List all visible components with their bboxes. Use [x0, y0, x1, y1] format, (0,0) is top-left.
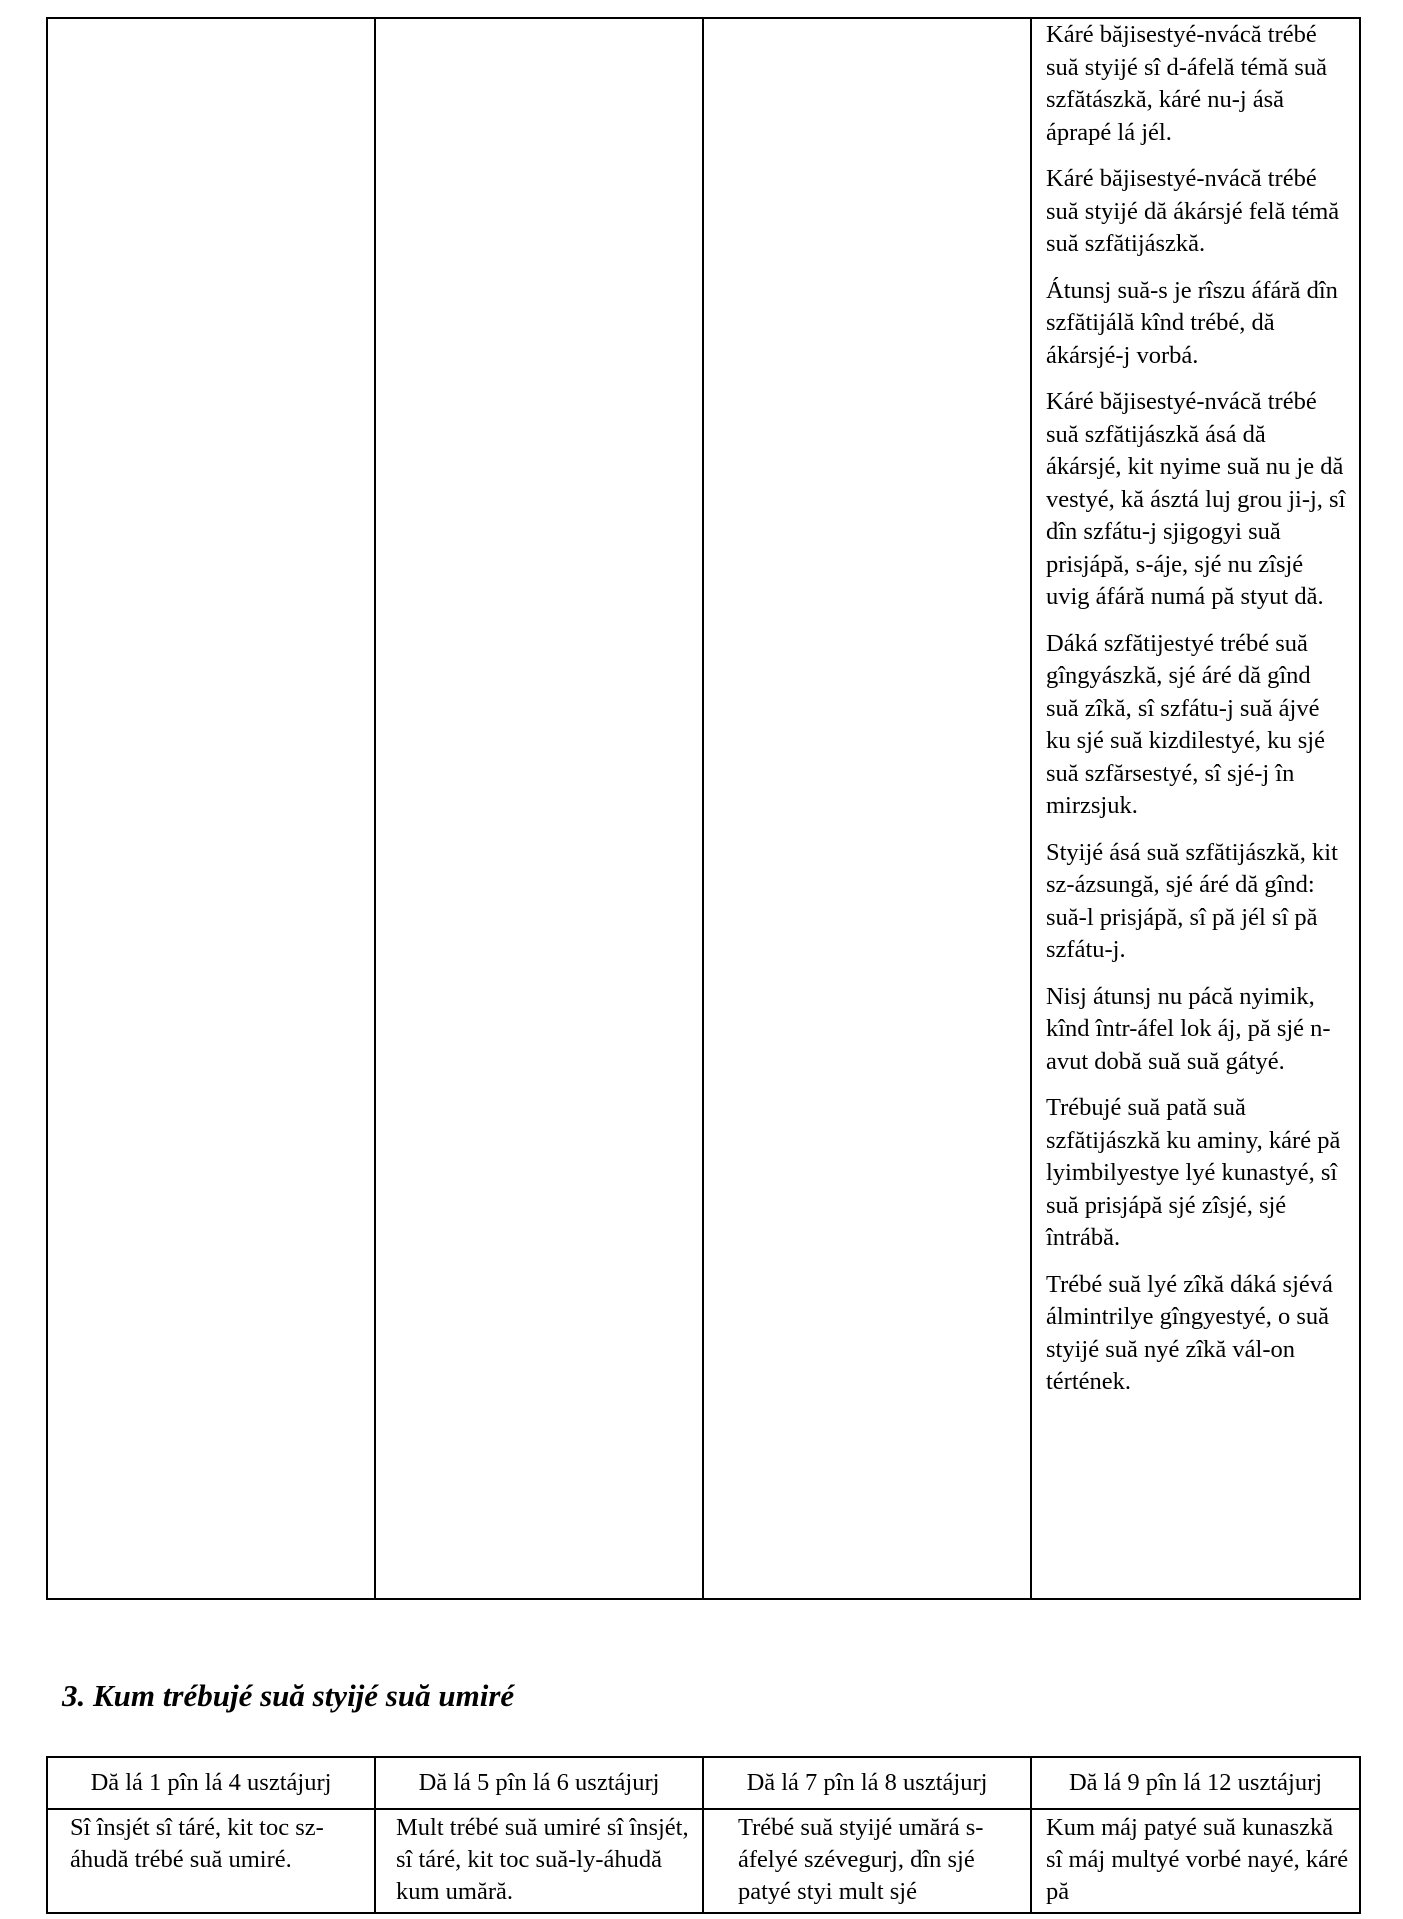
paragraph: Káré băjisestyé-nvácă trébé suă styijé dă ákársjé felă témă suă szfătijászkă.	[1046, 165, 1340, 257]
table-cell-col2	[375, 18, 703, 1599]
cell-text	[1032, 19, 1359, 1399]
column-header: Dă lá 1 pîn lá 4 usztájurj	[47, 1757, 375, 1809]
cell-text: Mult trébé suă umiré sî însjét, sî táré, kit toc suă-ly-áhudă kum umără.	[396, 1814, 689, 1905]
paragraph: Nisj átunsj nu pácă nyimik, kînd într-áfel lok áj, pă sjé n-avut dobă suă suă gátyé.	[1046, 982, 1331, 1075]
cell-text: Trébé suă styijé umărá s-áfelyé szévegurj, dîn sjé patyé styi mult sjé	[738, 1814, 984, 1905]
table-cell	[375, 1809, 703, 1913]
cell-text: Kum máj patyé suă kunaszkă sî máj multyé vorbé nayé, káré pă	[1046, 1814, 1349, 1905]
column-header: Dă lá 9 pîn lá 12 usztájurj	[1031, 1757, 1360, 1809]
table-cell-col1	[47, 18, 375, 1599]
continued-table	[46, 17, 1361, 1600]
paragraph: Káré băjisestyé-nvácă trébé suă styijé sî d-áfelă témă suă szfătászkă, káré nu-j ásă áprapé lá jél.	[1046, 21, 1327, 146]
paragraph: Trébé suă lyé zîkă dáká sjévá álmintrilye gîngyestyé, o suă styijé suă nyé zîkă vál-on tértének.	[1046, 1270, 1333, 1395]
paragraph: Trébujé suă pată suă szfătijászkă ku aminy, káré pă lyimbilyestye lyé kunastyé, sî suă prisjápă sjé zîsjé, sjé întrábă.	[1046, 1094, 1341, 1251]
paragraph: Styijé ásá suă szfătijászkă, kit sz-ázsungă, sjé áré dă gînd: suă-l prisjápă, sî pă jél sî pă szfátu-j.	[1046, 838, 1338, 963]
column-header: Dă lá 5 pîn lá 6 usztájurj	[375, 1757, 703, 1809]
table-cell	[47, 1809, 375, 1913]
table-cell	[1031, 1809, 1360, 1913]
table-row	[47, 1809, 1360, 1913]
paragraph: Dáká szfătijestyé trébé suă gîngyászkă, sjé áré dă gînd suă zîkă, sî szfátu-j suă ájvé ku sjé suă kizdilestyé, ku sjé suă szfărsestyé, sî sjé-j în mirzsjuk.	[1046, 629, 1325, 819]
cell-text: Sî însjét sî táré, kit toc sz-áhudă trébé suă umiré.	[70, 1814, 324, 1873]
table-cell-col4	[1031, 18, 1360, 1599]
table-row	[47, 18, 1360, 1599]
column-header: Dă lá 7 pîn lá 8 usztájurj	[703, 1757, 1031, 1809]
table-cell-col3	[703, 18, 1031, 1599]
table-header-row	[47, 1757, 1360, 1809]
paragraph: Káré băjisestyé-nvácă trébé suă szfătijászkă ásá dă ákársjé, kit nyime suă nu je dă vestyé, kă ásztá luj grou ji-j, sî dîn szfátu-j sjigogyi suă prisjápă, s-áje, sjé nu zîsjé uvig áfáră numá pă styut dă.	[1046, 388, 1346, 610]
table-cell	[703, 1809, 1031, 1913]
age-group-table	[46, 1756, 1361, 1914]
paragraph: Átunsj suă-s je rîszu áfáră dîn szfătijálă kînd trébé, dă ákársjé-j vorbá.	[1046, 276, 1338, 369]
section-heading: 3. Kum trébujé suă styijé suă umiré	[62, 1678, 515, 1713]
